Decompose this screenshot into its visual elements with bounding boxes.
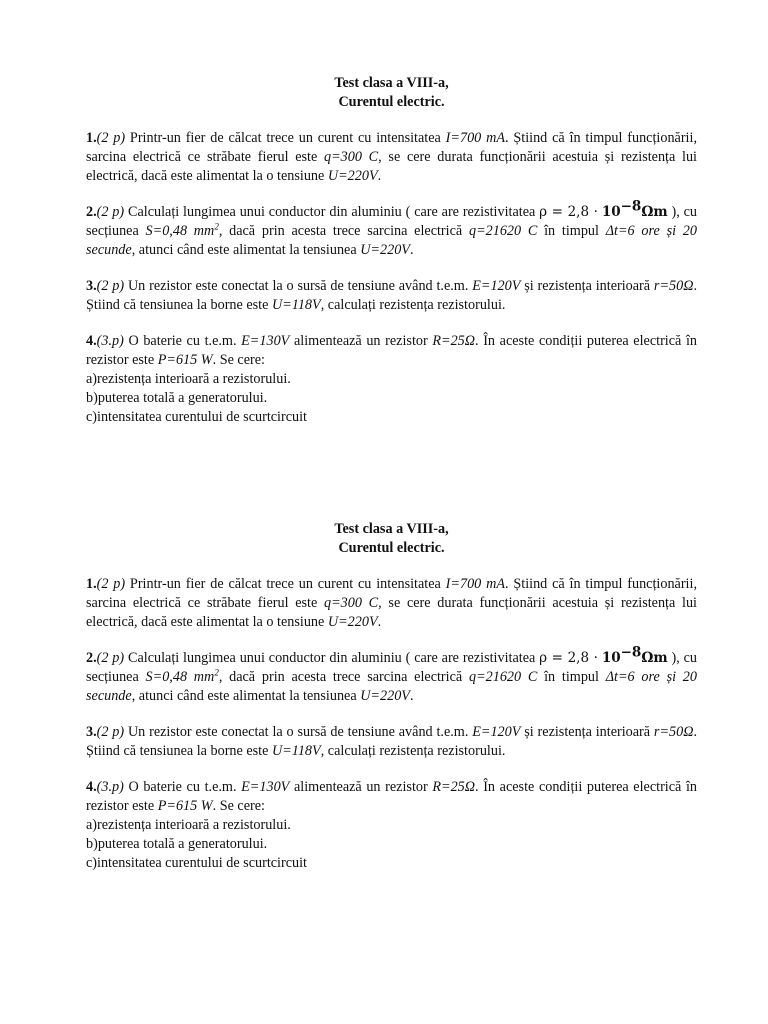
question-text: ), cu secțiunea <box>86 650 698 685</box>
question-text: O baterie cu t.e.m. <box>123 333 242 349</box>
question-2 <box>86 198 698 260</box>
subquestion-a: a)rezistența interioară a rezistorului. <box>86 371 291 387</box>
question-text: . <box>377 168 382 184</box>
test-subtitle: Curentul electric. <box>338 94 445 110</box>
question-text: . În aceste condiții puterea electrică în rezistor este <box>86 333 697 368</box>
value-internal-resistance: r=50Ω <box>653 278 694 294</box>
question-points: (3.p) <box>96 333 124 349</box>
value-current: I=700 mA <box>445 576 505 592</box>
formula-resistivity: ρ = 2,8 · <box>539 204 598 220</box>
value-charge: q=21620 C <box>468 223 538 239</box>
question-text: Un rezistor este conectat la o sursă de tensiune având t.e.m. <box>124 724 473 740</box>
question-text: . În aceste condiții puterea electrică în rezistor este <box>86 779 697 814</box>
question-text: Calculați lungimea unui conductor din aluminiu ( care are rezistivitatea <box>124 204 540 220</box>
formula-exponent: −8 <box>620 644 642 661</box>
question-points: (3.p) <box>96 779 124 795</box>
question-text: Printr-un fier de călcat trece un curent cu intensitatea <box>125 576 446 592</box>
value-time: Δt=6 ore și 20 secunde <box>86 669 697 704</box>
question-text: , atunci când este alimentat la tensiunea <box>131 242 361 258</box>
subquestion-c: c)intensitatea curentului de scurtcircuit <box>86 409 307 425</box>
formula-power-of-ten: 10 <box>601 204 621 220</box>
question-points: (2 p) <box>96 278 125 294</box>
question-number: 1. <box>86 576 97 592</box>
value-voltage: U=220V <box>360 242 410 258</box>
value-power: P=615 W <box>157 798 213 814</box>
question-text: O baterie cu t.e.m. <box>123 779 242 795</box>
question-text: , dacă prin acesta trece sarcina electrică <box>218 669 469 685</box>
question-text: . <box>409 688 414 704</box>
subquestion-b: b)puterea totală a generatorului. <box>86 390 268 406</box>
question-text: în timpul <box>537 669 606 685</box>
value-section-exponent: 2 <box>214 667 219 678</box>
question-text: alimentează un rezistor <box>289 779 433 795</box>
question-4 <box>86 332 697 370</box>
question-number: 3. <box>86 724 97 740</box>
value-charge: q=300 C <box>324 595 379 611</box>
value-resistance: R=25Ω <box>432 333 476 349</box>
test-title: Test clasa a VIII-a, <box>334 521 449 537</box>
question-text: , se cere durata funcționării acestuia și rezistența lui electrică, dacă este alimentat la o tensiune <box>86 595 697 630</box>
question-text: în timpul <box>537 223 606 239</box>
question-3 <box>86 277 697 315</box>
question-text: . Se cere: <box>212 352 265 368</box>
question-points: (2 p) <box>96 650 125 666</box>
question-text: și rezistența interioară <box>520 278 654 294</box>
question-text: alimentează un rezistor <box>289 333 433 349</box>
value-charge: q=300 C <box>324 149 379 165</box>
question-1 <box>86 129 697 186</box>
question-text: , se cere durata funcționării acestuia și rezistența lui electrică, dacă este alimentat la o tensiune <box>86 149 697 184</box>
value-voltage: U=118V <box>271 743 321 759</box>
value-emf: E=130V <box>241 333 290 349</box>
value-emf: E=120V <box>472 724 521 740</box>
question-points: (2 p) <box>96 576 126 592</box>
formula-unit: Ωm <box>641 204 668 220</box>
formula-power-of-ten: 10 <box>601 650 621 666</box>
question-text: Printr-un fier de călcat trece un curent cu intensitatea <box>125 130 446 146</box>
question-text: , calculați rezistența rezistorului. <box>320 297 506 313</box>
value-resistance: R=25Ω <box>432 779 476 795</box>
value-voltage: U=220V <box>327 168 378 184</box>
question-text: și rezistența interioară <box>520 724 654 740</box>
question-text: , calculați rezistența rezistorului. <box>320 743 506 759</box>
question-points: (2 p) <box>96 130 126 146</box>
question-text: . Se cere: <box>212 798 265 814</box>
question-text: . Știind că tensiunea la borne este <box>86 278 698 313</box>
subquestion-a: a)rezistența interioară a rezistorului. <box>86 817 291 833</box>
value-emf: E=120V <box>472 278 521 294</box>
formula-unit: Ωm <box>641 650 668 666</box>
question-text: , atunci când este alimentat la tensiunea <box>131 688 361 704</box>
question-text: . Știind că în timpul funcționării, sarcina electrică ce străbate fierul este <box>86 576 697 611</box>
question-points: (2 p) <box>96 724 125 740</box>
question-1 <box>86 575 697 632</box>
question-3 <box>86 723 697 761</box>
question-number: 2. <box>86 204 97 220</box>
value-emf: E=130V <box>241 779 290 795</box>
question-text: . <box>377 614 382 630</box>
question-text: . Știind că tensiunea la borne este <box>86 724 698 759</box>
formula-resistivity: ρ = 2,8 · <box>539 650 598 666</box>
question-number: 4. <box>86 779 97 795</box>
value-power: P=615 W <box>157 352 213 368</box>
question-number: 1. <box>86 130 97 146</box>
question-4 <box>86 778 697 816</box>
value-current: I=700 mA <box>445 130 505 146</box>
question-text: Calculați lungimea unui conductor din aluminiu ( care are rezistivitatea <box>124 650 540 666</box>
question-text: ), cu secțiunea <box>86 204 698 239</box>
value-internal-resistance: r=50Ω <box>653 724 694 740</box>
value-time: Δt=6 ore și 20 secunde <box>86 223 697 258</box>
question-number: 3. <box>86 278 97 294</box>
formula-exponent: −8 <box>620 198 642 215</box>
test-subtitle: Curentul electric. <box>338 540 445 556</box>
value-section: S=0,48 mm <box>145 223 215 239</box>
question-points: (2 p) <box>96 204 125 220</box>
value-section-exponent: 2 <box>214 221 219 232</box>
question-text: Un rezistor este conectat la o sursă de tensiune având t.e.m. <box>124 278 473 294</box>
value-charge: q=21620 C <box>468 669 538 685</box>
test-title: Test clasa a VIII-a, <box>334 75 449 91</box>
value-section: S=0,48 mm <box>145 669 215 685</box>
question-text: . Știind că în timpul funcționării, sarcina electrică ce străbate fierul este <box>86 130 697 165</box>
question-2 <box>86 644 698 706</box>
value-voltage: U=220V <box>327 614 378 630</box>
question-text: . <box>409 242 414 258</box>
value-voltage: U=118V <box>271 297 321 313</box>
test-sheet-1 <box>86 74 697 427</box>
question-number: 4. <box>86 333 97 349</box>
subquestion-b: b)puterea totală a generatorului. <box>86 836 268 852</box>
value-voltage: U=220V <box>360 688 410 704</box>
question-text: , dacă prin acesta trece sarcina electrică <box>218 223 469 239</box>
test-sheet-2 <box>86 520 697 873</box>
question-number: 2. <box>86 650 97 666</box>
subquestion-c: c)intensitatea curentului de scurtcircuit <box>86 855 307 871</box>
